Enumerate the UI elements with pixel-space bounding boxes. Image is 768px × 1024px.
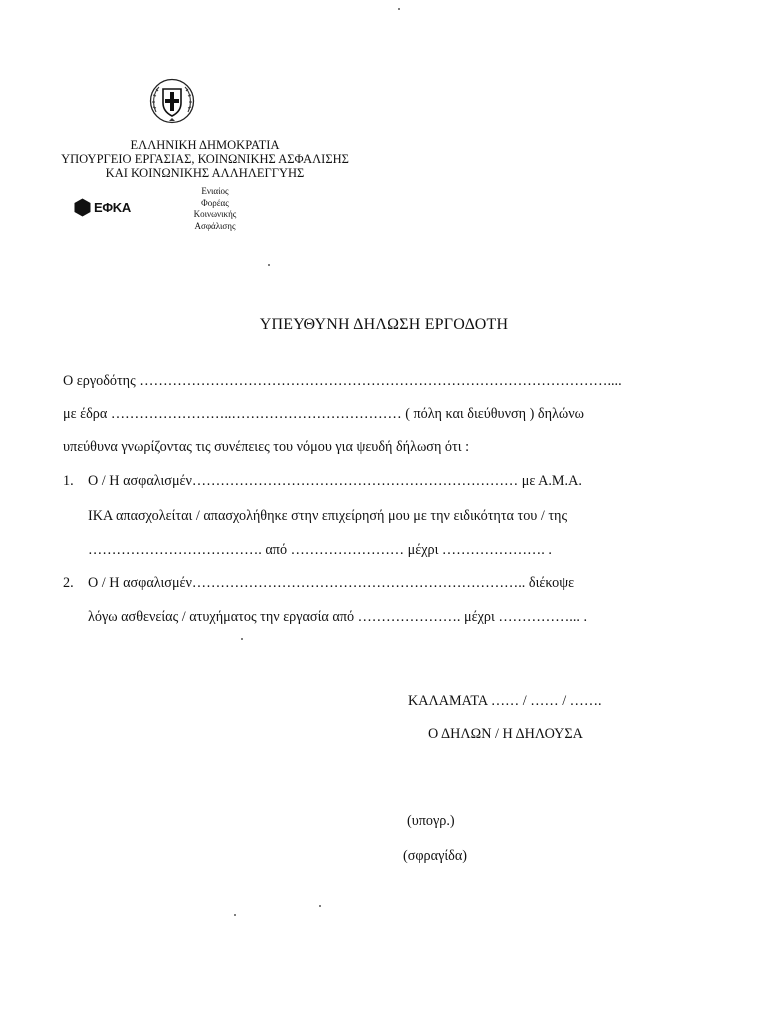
employer-line: Ο εργοδότης ……………………………………………………………………………………….... [63,373,622,389]
document-title: ΥΠΕΥΘΥΝΗ ΔΗΛΩΣΗ ΕΡΓΟΔΟΤΗ [259,316,509,333]
item2-interruption-line: λόγω ασθενείας / ατυχήματος την εργασία από …………………. μέχρι ……………... . [88,609,588,625]
stamp-label: (σφραγίδα) [403,848,468,864]
header-republic: ΕΛΛΗΝΙΚΗ ΔΗΜΟΚΡΑΤΙΑ [130,138,280,152]
item1-employment-line: ΙΚΑ απασχολείται / απασχολήθηκε στην επιχείρησή μου με την ειδικότητα του / της [88,508,568,524]
seat-line: με έδρα ……………………..……………………………… ( πόλη και διεύθυνση ) δηλώνω [63,406,584,422]
efka-desc-line: Φορέας [201,197,229,208]
item1-period-line: ………………………………. από …………………… μέχρι …………………. . [88,542,552,558]
item1-number: 1. [63,473,74,489]
efka-hexagon-icon [74,198,91,217]
header-ministry: ΥΠΟΥΡΓΕΙΟ ΕΡΓΑΣΙΑΣ, ΚΟΙΝΩΝΙΚΗΣ ΑΣΦΑΛΙΣΗΣ [61,152,349,166]
efka-description [170,186,260,232]
efka-logo-text: ΕΦΚΑ [94,200,131,215]
scan-speck [398,8,400,10]
greek-emblem-icon [148,78,196,124]
scan-speck [234,914,236,916]
scan-speck [319,905,321,907]
signature-label: (υπογρ.) [407,813,455,829]
header-ministry-cont: ΚΑΙ ΚΟΙΝΩΝΙΚΗΣ ΑΛΛΗΛΕΓΓΥΗΣ [105,166,305,180]
scan-speck [241,638,243,640]
scan-speck [268,264,270,266]
efka-logo [74,198,131,217]
efka-desc-line: Κοινωνικής [193,209,237,219]
place-date-line: ΚΑΛΑΜΑΤΑ …… / …… / ……. [408,693,602,709]
declarant-label: Ο ΔΗΛΩΝ / Η ΔΗΛΟΥΣΑ [428,726,583,742]
item2-insured-line: Ο / Η ασφαλισμέν…………………………………………………………….. διέκοψε [88,575,575,591]
item1-insured-line: Ο / Η ασφαλισμέν…………………………………………………………… με Α.Μ.Α. [88,473,582,489]
efka-desc-line: Ενιαίος [201,186,229,196]
item2-number: 2. [63,575,74,591]
efka-desc-line: Ασφάλισης [194,220,236,231]
awareness-line: υπεύθυνα γνωρίζοντας τις συνέπειες του νόμου για ψευδή δήλωση ότι : [63,439,470,455]
